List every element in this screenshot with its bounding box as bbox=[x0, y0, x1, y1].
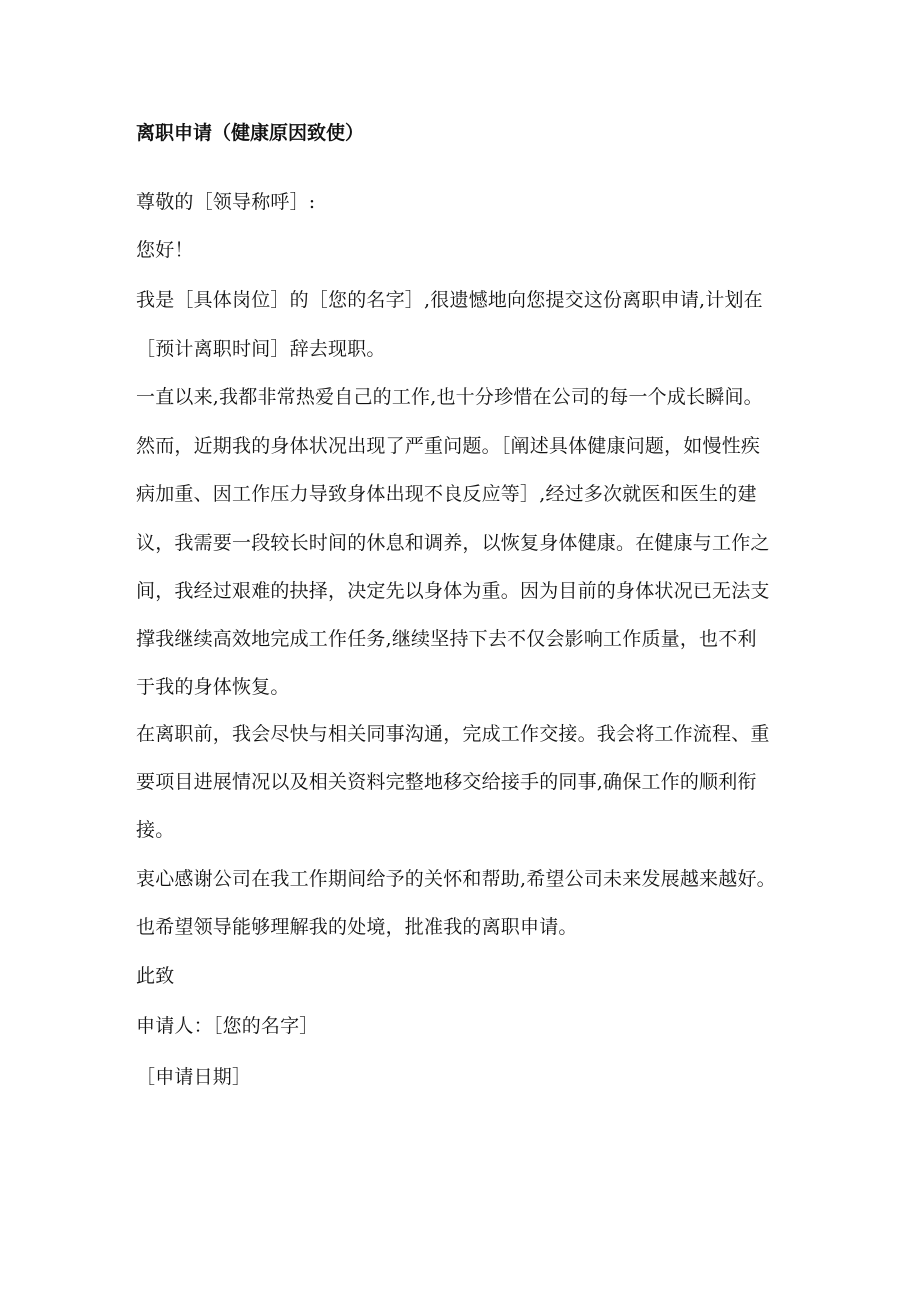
body-line-9: 于我的身体恢复。 bbox=[136, 676, 290, 698]
body-line-3: 一直以来,我都非常热爱自己的工作,也十分珍惜在公司的每一个成长瞬间。 bbox=[136, 386, 763, 408]
body-line-10: 在离职前，我会尽快与相关同事沟通，完成工作交接。我会将工作流程、重 bbox=[136, 723, 770, 745]
salutation: 尊敬的［领导称呼］: bbox=[136, 191, 316, 213]
document-title: 离职申请（健康原因致使） bbox=[136, 122, 365, 144]
body-line-5: 病加重、因工作压力导致身体出现不良反应等］,经过多次就医和医生的建 bbox=[136, 483, 757, 505]
body-line-2: ［预计离职时间］辞去现职。 bbox=[136, 338, 386, 360]
body-line-4: 然而，近期我的身体状况出现了严重问题。［阐述具体健康问题，如慢性疾 bbox=[136, 435, 761, 457]
body-line-12: 接。 bbox=[136, 819, 175, 841]
closing: 此致 bbox=[136, 965, 175, 987]
greeting: 您好！ bbox=[136, 239, 194, 261]
body-line-11: 要项目进展情况以及相关资料完整地移交给接手的同事,确保工作的顺利衔 bbox=[136, 771, 757, 793]
date-line: ［申请日期］ bbox=[136, 1066, 252, 1088]
body-line-14: 也希望领导能够理解我的处境，批准我的离职申请。 bbox=[136, 916, 578, 938]
body-line-6: 议，我需要一段较长时间的休息和调养，以恢复身体健康。在健康与工作之 bbox=[136, 532, 770, 554]
body-line-1: 我是［具体岗位］的［您的名字］,很遗憾地向您提交这份离职申请,计划在 bbox=[136, 289, 763, 311]
body-line-7: 间，我经过艰难的抉择，决定先以身体为重。因为目前的身体状况已无法支 bbox=[136, 580, 770, 602]
body-line-13: 衷心感谢公司在我工作期间给予的关怀和帮助,希望公司未来发展越来越好。 bbox=[136, 868, 776, 890]
applicant-line: 申请人：［您的名字］ bbox=[136, 1015, 319, 1037]
body-line-8: 撑我继续高效地完成工作任务,继续坚持下去不仅会影响工作质量，也不利 bbox=[136, 628, 757, 650]
